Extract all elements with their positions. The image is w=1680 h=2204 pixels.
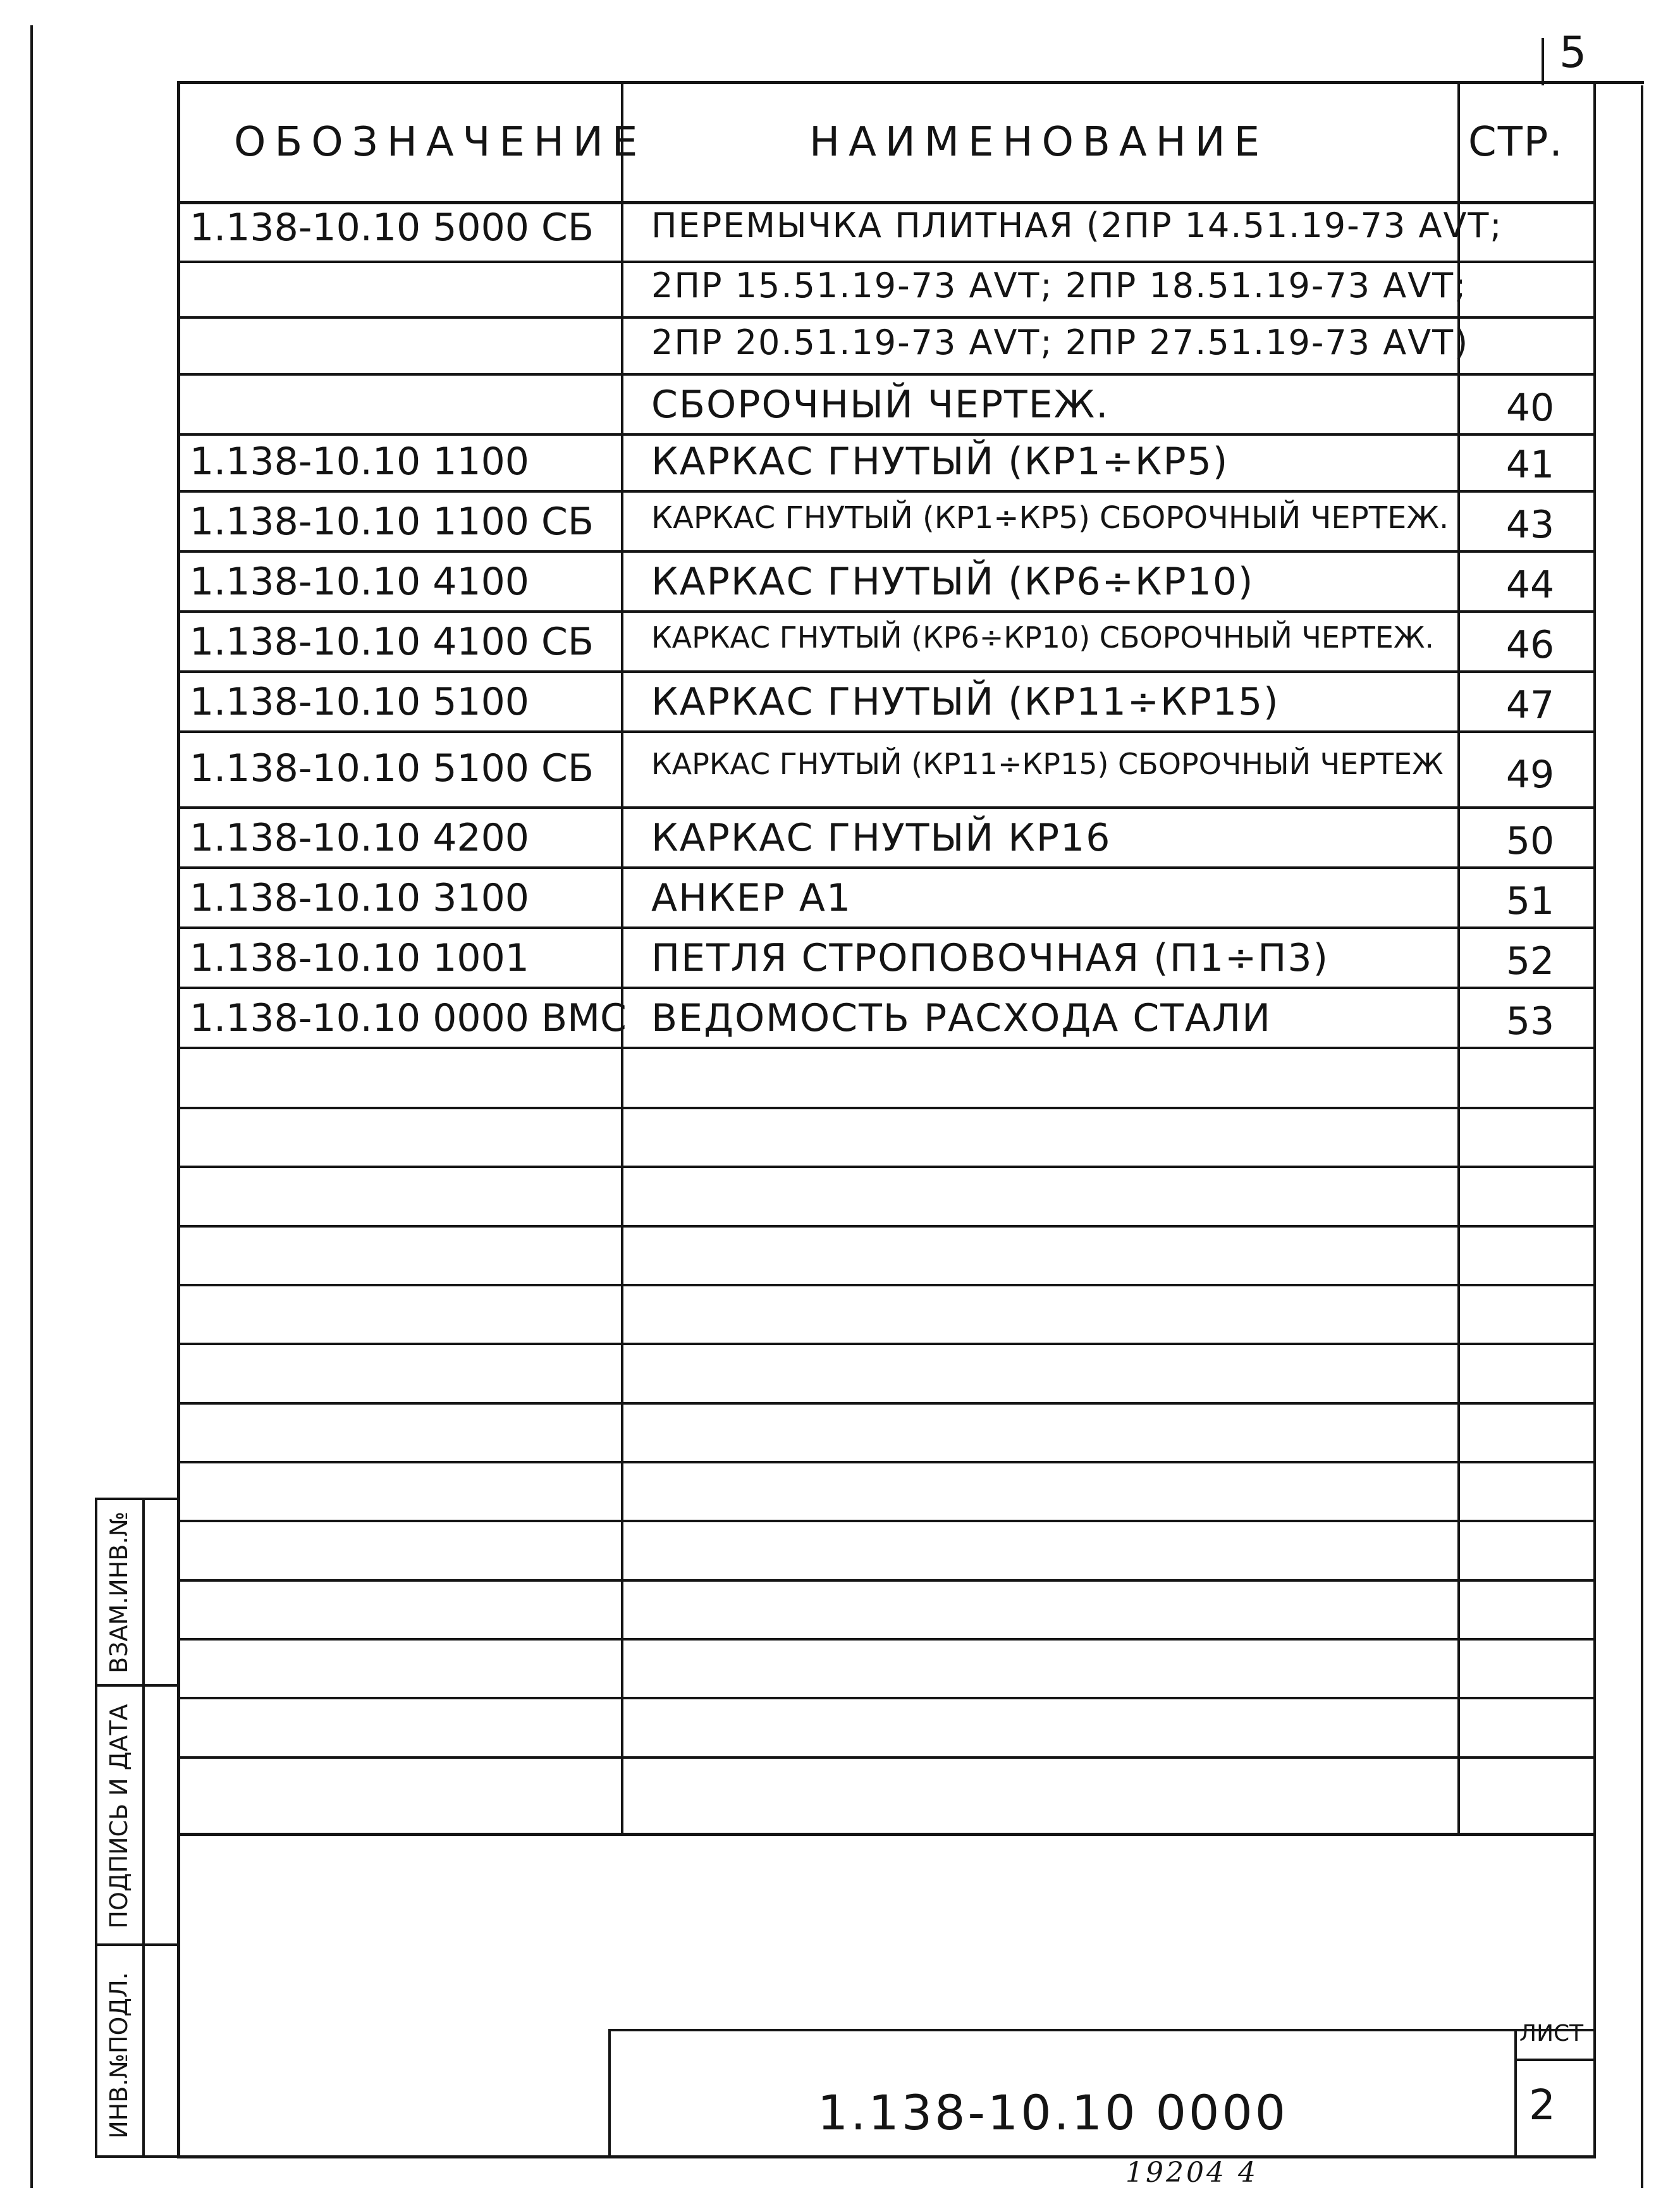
row-13-name: ПЕТЛЯ СТРОПОВОЧНАЯ (П1÷П3)	[651, 936, 1329, 980]
row-6-designation: 1.138-10.10 1100 СБ	[190, 500, 594, 544]
document-code: 1.138-10.10 0000	[817, 2084, 1289, 2141]
left-margin-line	[30, 25, 33, 2188]
stamp-sheet-line	[1514, 2059, 1595, 2061]
row-line	[178, 1107, 1595, 1109]
row-line	[178, 610, 1595, 613]
row-8-name: КАРКАС ГНУТЫЙ (КР6÷КР10) СБОРОЧНЫЙ ЧЕРТЕЖ.	[651, 620, 1435, 655]
row-line	[178, 1461, 1595, 1463]
row-11-name: КАРКАС ГНУТЫЙ КР16	[651, 816, 1112, 860]
row-line	[178, 1833, 1595, 1836]
row-4-name: СБОРОЧНЫЙ ЧЕРТЕЖ.	[651, 383, 1110, 427]
sheet-number: 2	[1529, 2081, 1555, 2129]
row-line	[178, 373, 1595, 376]
row-line	[178, 433, 1595, 436]
row-line	[178, 1638, 1595, 1641]
row-9-page: 47	[1505, 683, 1555, 727]
side-stamp-bottom	[95, 2155, 178, 2158]
row-14-page: 53	[1505, 999, 1555, 1044]
row-3-name: 2ПР 20.51.19-73 АⅤТ; 2ПР 27.51.19-73 АⅤТ)	[651, 323, 1469, 362]
row-10-name: КАРКАС ГНУТЫЙ (КР11÷КР15) СБОРОЧНЫЙ ЧЕРТЕЖ	[651, 747, 1444, 781]
row-line	[178, 261, 1595, 263]
footer-note: 19204 4	[1125, 2157, 1258, 2189]
row-line	[178, 927, 1595, 929]
side-label-signature-date: ПОДПИСЬ И ДАТА	[105, 1704, 133, 1929]
row-13-page: 52	[1505, 939, 1555, 983]
sheet-label: ЛИСТ	[1519, 2021, 1584, 2047]
row-line	[178, 806, 1595, 809]
row-9-name: КАРКАС ГНУТЫЙ (КР11÷КР15)	[651, 680, 1280, 724]
row-5-designation: 1.138-10.10 1100	[190, 440, 529, 484]
row-4-page: 40	[1505, 386, 1555, 430]
row-8-page: 46	[1505, 623, 1555, 667]
row-line	[178, 1402, 1595, 1405]
right-margin-line	[1641, 85, 1643, 2188]
row-12-designation: 1.138-10.10 3100	[190, 876, 529, 920]
side-stamp-outer-left	[95, 1499, 97, 2157]
row-line	[178, 550, 1595, 553]
row-1-designation: 1.138-10.10 5000 СБ	[190, 206, 594, 250]
row-line	[178, 1225, 1595, 1228]
row-line	[178, 316, 1595, 319]
side-label-inv-replace: ВЗАМ.ИНВ.№	[105, 1511, 133, 1673]
row-line	[178, 1284, 1595, 1286]
column-divider-1	[621, 82, 623, 1834]
row-10-page: 49	[1505, 753, 1555, 797]
row-line	[178, 987, 1595, 989]
row-line	[178, 1520, 1595, 1522]
row-12-page: 51	[1505, 879, 1555, 923]
row-1-name: ПЕРЕМЫЧКА ПЛИТНАЯ (2ПР 14.51.19-73 АⅤТ;	[651, 206, 1503, 245]
row-line	[178, 1697, 1595, 1699]
row-7-name: КАРКАС ГНУТЫЙ (КР6÷КР10)	[651, 560, 1254, 604]
stamp-sheet-divider	[1514, 2029, 1517, 2158]
row-line	[178, 1343, 1595, 1345]
row-line	[178, 1579, 1595, 1582]
frame-left-line	[177, 82, 180, 2158]
side-stamp-inner	[142, 1499, 145, 2157]
row-line	[178, 730, 1595, 733]
row-line	[178, 1047, 1595, 1049]
row-12-name: АНКЕР А1	[651, 876, 852, 920]
row-9-designation: 1.138-10.10 5100	[190, 680, 529, 724]
side-label-inv-original: ИНВ.№ПОДЛ.	[105, 1972, 133, 2139]
row-8-designation: 1.138-10.10 4100 СБ	[190, 620, 594, 664]
row-2-name: 2ПР 15.51.19-73 АⅤТ; 2ПР 18.51.19-73 АⅤТ;	[651, 266, 1468, 305]
row-14-designation: 1.138-10.10 0000 ВМС	[190, 996, 627, 1040]
row-line	[178, 1756, 1595, 1759]
page-tab-divider	[1542, 38, 1544, 85]
row-11-page: 50	[1505, 819, 1555, 863]
row-5-page: 41	[1505, 443, 1555, 487]
row-line	[178, 866, 1595, 869]
row-14-name: ВЕДОМОСТЬ РАСХОДА СТАЛИ	[651, 996, 1272, 1040]
page-number: 5	[1559, 28, 1587, 78]
header-bottom-line	[177, 201, 1596, 204]
row-6-page: 43	[1505, 503, 1555, 547]
stamp-top-line	[608, 2029, 1595, 2031]
row-10-designation: 1.138-10.10 5100 СБ	[190, 746, 594, 791]
header-designation: ОБОЗНАЧЕНИЕ	[234, 119, 647, 166]
row-7-designation: 1.138-10.10 4100	[190, 560, 529, 604]
row-line	[178, 490, 1595, 493]
row-13-designation: 1.138-10.10 1001	[190, 936, 529, 980]
row-line	[178, 670, 1595, 673]
row-6-name: КАРКАС ГНУТЫЙ (КР1÷КР5) СБОРОЧНЫЙ ЧЕРТЕЖ.	[651, 500, 1449, 536]
header-name: НАИМЕНОВАНИЕ	[809, 119, 1269, 166]
row-11-designation: 1.138-10.10 4200	[190, 816, 529, 860]
row-5-name: КАРКАС ГНУТЫЙ (КР1÷КР5)	[651, 440, 1229, 484]
row-7-page: 44	[1505, 563, 1555, 607]
row-line	[178, 1166, 1595, 1168]
header-page: СТР.	[1468, 119, 1564, 166]
